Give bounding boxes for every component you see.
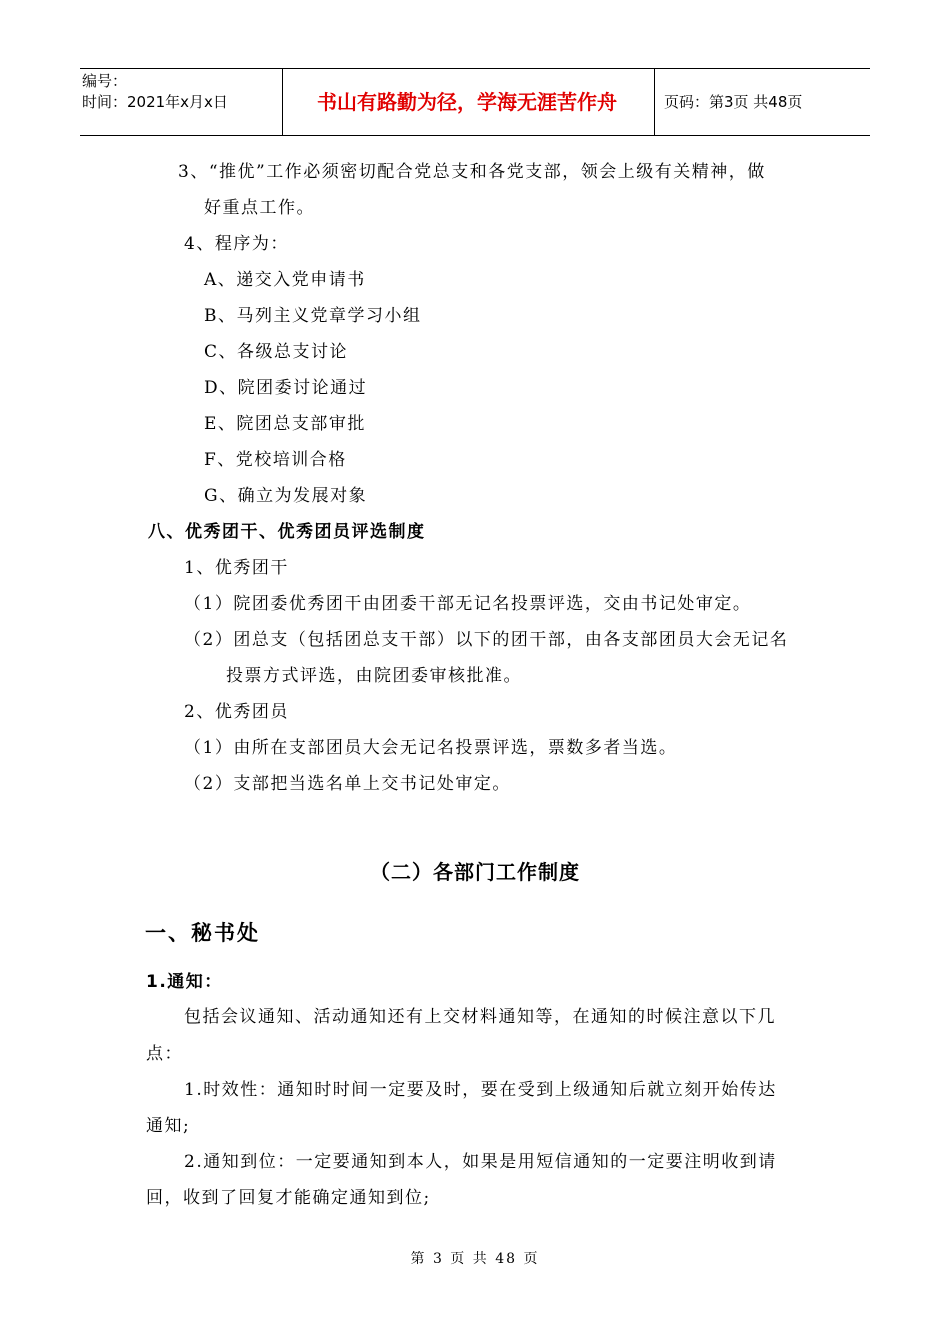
paragraph-line: 2、优秀团员 (184, 702, 289, 722)
paragraph-line: 3、“推优”工作必须密切配合党总支和各党支部，领会上级有关精神，做 (178, 162, 766, 182)
header-number-label: 编号： (82, 72, 128, 90)
header-page-info: 页码：第3页 共48页 (664, 93, 803, 111)
header-meta (82, 71, 280, 113)
procedure-step: A、递交入党申请书 (204, 270, 366, 290)
paragraph-line: 1.时效性：通知时时间一定要及时，要在受到上级通知后就立刻开始传达 (184, 1080, 777, 1100)
document-header (80, 68, 870, 136)
section-heading: 八、优秀团干、优秀团员评选制度 (148, 522, 426, 542)
header-time-label: 时间：2021年x月x日 (82, 93, 228, 111)
paragraph-line: （1）院团委优秀团干由团委干部无记名投票评选，交由书记处审定。 (184, 594, 752, 614)
paragraph-line: 2.通知到位：一定要通知到本人，如果是用短信通知的一定要注明收到请 (184, 1152, 777, 1172)
procedure-step: E、院团总支部审批 (204, 414, 366, 434)
header-motto: 书山有路勤为径，学海无涯苦作舟 (317, 90, 617, 114)
paragraph-line: 投票方式评选，由院团委审核批准。 (226, 666, 522, 686)
paragraph-line: 点： (146, 1044, 183, 1064)
subsection-heading: 1.通知： (146, 972, 223, 992)
paragraph-line: 1、优秀团干 (184, 558, 289, 578)
paragraph-line: 好重点工作。 (204, 198, 315, 218)
department-heading: 一、秘书处 (145, 921, 260, 945)
procedure-step: F、党校培训合格 (204, 450, 347, 470)
paragraph-line: （2）团总支（包括团总支干部）以下的团干部，由各支部团员大会无记名 (184, 630, 789, 650)
paragraph-line: 包括会议通知、活动通知还有上交材料通知等，在通知的时候注意以下几 (184, 1007, 776, 1027)
procedure-step: G、确立为发展对象 (204, 486, 368, 506)
paragraph-line: （2）支部把当选名单上交书记处审定。 (184, 774, 511, 794)
procedure-step: B、马列主义党章学习小组 (204, 306, 422, 326)
procedure-step: C、各级总支讨论 (204, 342, 349, 362)
page-footer: 第 3 页 共 48 页 (410, 1251, 540, 1267)
header-divider (654, 69, 655, 135)
paragraph-line: 回，收到了回复才能确定通知到位; (146, 1188, 431, 1208)
paragraph-line: （1）由所在支部团员大会无记名投票评选，票数多者当选。 (184, 738, 678, 758)
procedure-step: D、院团委讨论通过 (204, 378, 368, 398)
paragraph-line: 通知; (146, 1116, 191, 1136)
chapter-heading: （二）各部门工作制度 (370, 860, 580, 884)
paragraph-line: 4、程序为： (184, 234, 289, 254)
